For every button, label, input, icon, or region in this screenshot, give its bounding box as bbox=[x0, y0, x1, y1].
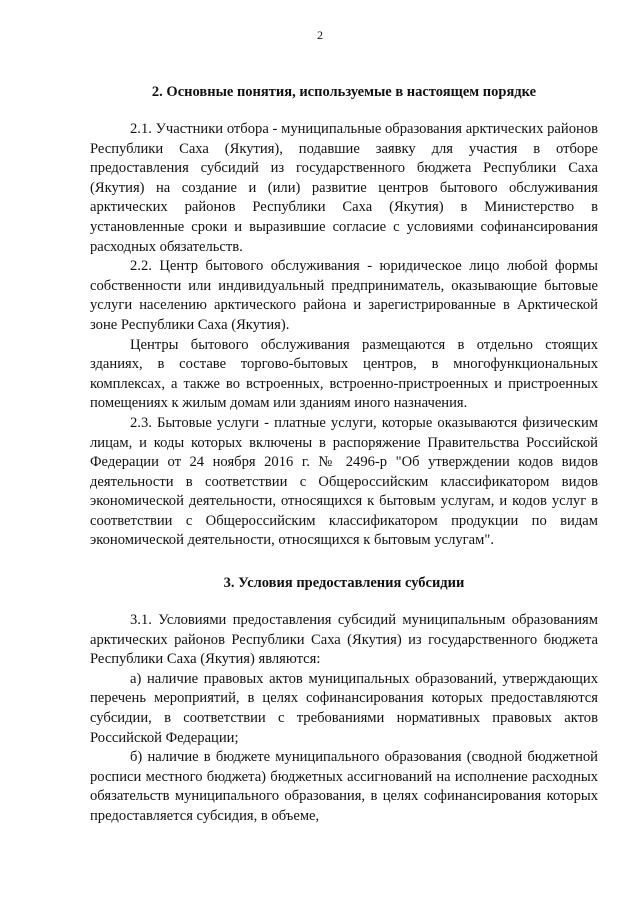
section-2-heading: 2. Основные понятия, используемые в настоящем порядке bbox=[151, 84, 537, 100]
page-number: 2 bbox=[317, 28, 323, 42]
paragraph-2-1: 2.1. Участники отбора - муниципальные образования арктических районов Республики Саха (Якутия), подавшие заявку для участия в отборе предоставления субсидий из государственного бюджета Республики Саха (Якутия) на создание и (или) развитие центров бытового обслуживания арктических районов Республики Саха (Якутия) в Министерство в установленные сроки и выразившие согласие с условиями софинансирования расходных обязательств. bbox=[90, 121, 598, 255]
paragraph-2-2: 2.2. Центр бытового обслуживания - юридическое лицо любой формы собственности или индивидуальный предприниматель, оказывающие бытовые услуги населению арктического района и зарегистрированные в Арктической зоне Республики Саха (Якутия). bbox=[90, 258, 598, 333]
paragraph-3-1-b: б) наличие в бюджете муниципального образования (сводной бюджетной росписи местного бюджета) бюджетных ассигнований на исполнение расходных обязательств муниципального образования, в целях софинансирования которых предоставляется субсидия, в объеме, bbox=[90, 749, 598, 824]
section-3-heading: 3. Условия предоставления субсидии bbox=[223, 575, 465, 592]
paragraph-service-centers: Центры бытового обслуживания размещаются в отдельно стоящих зданиях, в составе торгово-бытовых центров, в многофункциональных комплексах, а также во встроенных, встроенно-пристроенных и пристроенных помещениях к жилым домам или зданиям иного назначения. bbox=[90, 336, 598, 412]
paragraph-3-1: 3.1. Условиями предоставления субсидий муниципальным образованиям арктических районов Республики Саха (Якутия) из государственного бюджета Республики Саха (Якутия) являются: bbox=[90, 612, 598, 668]
document-body bbox=[90, 74, 598, 827]
paragraph-3-1-a: а) наличие правовых актов муниципальных образований, утверждающих перечень мероприятий, в целях софинансирования которых предоставляются субсидии, в соответствии с требованиями нормативных правовых актов Российской Федерации; bbox=[90, 670, 598, 746]
paragraph-2-3: 2.3. Бытовые услуги - платные услуги, которые оказываются физическим лицам, и коды которых включены в распоряжение Правительства Российской Федерации от 24 ноября 2016 г. № 2496-р "Об утверждении кодов видов деятельности в соответствии с Общероссийским классификатором видов экономической деятельности, относящихся к бытовым услугам, и кодов услуг в соответствии с Общероссийским классификатором продукции по видам экономической деятельности, относящихся к бытовым услугам". bbox=[90, 414, 598, 549]
